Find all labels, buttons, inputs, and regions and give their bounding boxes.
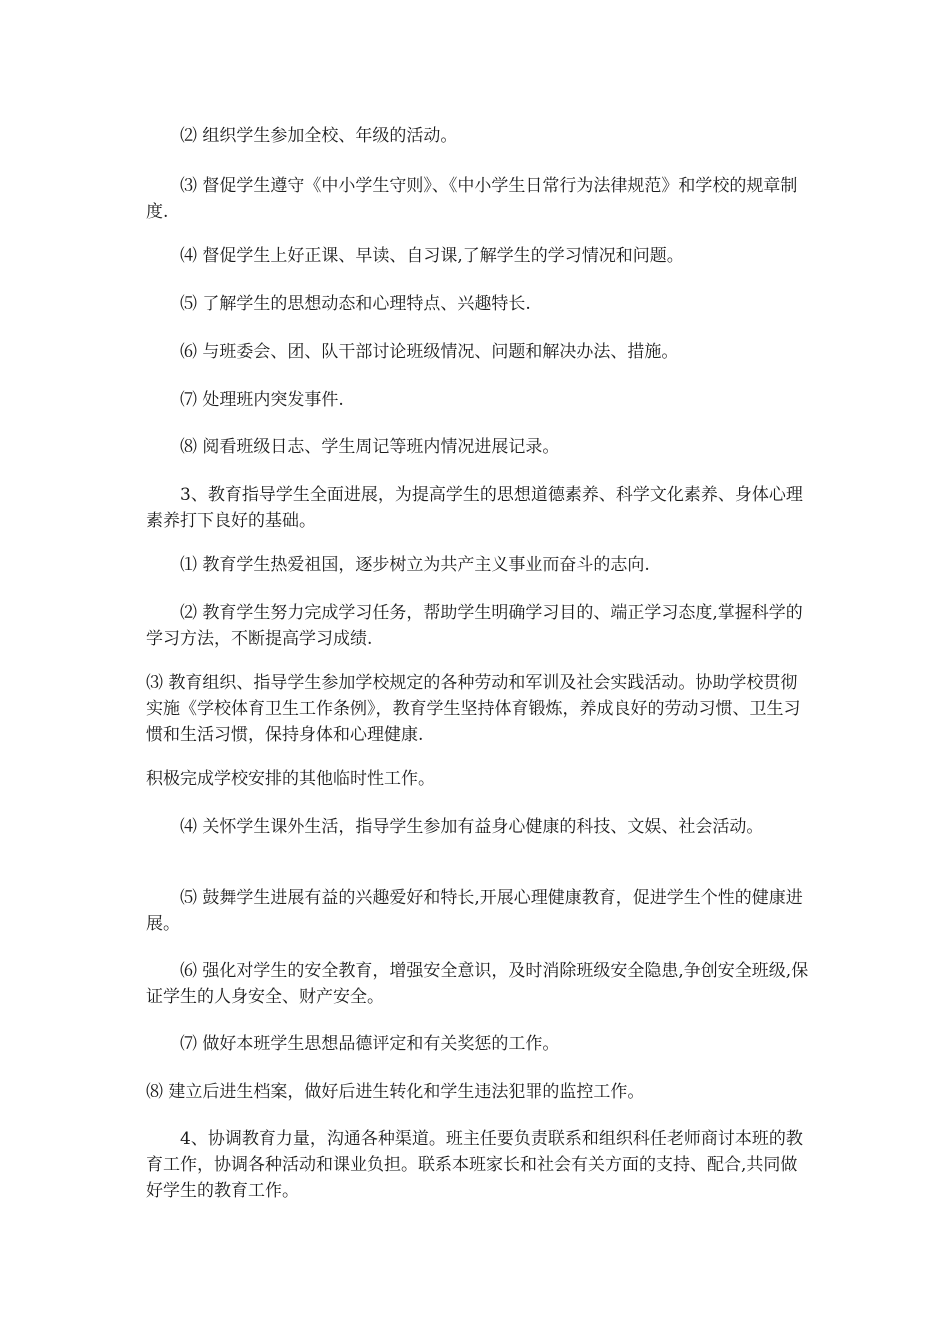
paragraph-item-1-patriotism: ⑴ 教育学生热爱祖国，逐步树立为共产主义事业而奋斗的志向. — [180, 555, 650, 575]
paragraph-item-2-study-tasks: ⑵ 教育学生努力完成学习任务，帮助学生明确学习目的、端正学习态度,掌握科学的学习方法，不断提高学习成绩. — [146, 603, 803, 649]
paragraph-other-tasks: 积极完成学校安排的其他临时性工作。 — [146, 769, 435, 789]
paragraph-item-7-handle-incidents: ⑺ 处理班内突发事件. — [180, 390, 344, 410]
paragraph-item-8-underachiever-files: ⑻ 建立后进生档案，做好后进生转化和学生违法犯罪的监控工作。 — [146, 1082, 645, 1102]
paragraph-item-7-moral-evaluation: ⑺ 做好本班学生思想品德评定和有关奖惩的工作。 — [180, 1034, 560, 1054]
paragraph-item-2-organize-activities: ⑵ 组织学生参加全校、年级的活动。 — [180, 126, 458, 146]
paragraph-item-8-read-logs: ⑻ 阅看班级日志、学生周记等班内情况进展记录。 — [180, 437, 560, 457]
paragraph-item-6-discuss-class: ⑹ 与班委会、团、队干部讨论班级情况、问题和解决办法、措施。 — [180, 342, 679, 362]
paragraph-item-6-safety: ⑹ 强化对学生的安全教育，增强安全意识，及时消除班级安全隐患,争创安全班级,保证学生的人身安全、财产安全。 — [146, 961, 809, 1007]
paragraph-item-5-interests: ⑸ 鼓舞学生进展有益的兴趣爱好和特长,开展心理健康教育，促进学生个性的健康进展。 — [146, 888, 803, 934]
paragraph-item-3-labor-practice: ⑶ 教育组织、指导学生参加学校规定的各种劳动和军训及社会实践活动。协助学校贯彻实施《学校体育卫生工作条例》，教育学生坚持体育锻炼，养成良好的劳动习惯、卫生习惯和生活习惯，保持身体和心理健康. — [146, 673, 801, 745]
paragraph-item-4-supervise-classes: ⑷ 督促学生上好正课、早读、自习课,了解学生的学习情况和问题。 — [180, 246, 684, 266]
paragraph-section-3-heading: 3、教育指导学生全面进展，为提高学生的思想道德素养、科学文化素养、身体心理素养打下良好的基础。 — [146, 485, 803, 531]
paragraph-item-4-extracurricular: ⑷ 关怀学生课外生活，指导学生参加有益身心健康的科技、文娱、社会活动。 — [180, 817, 764, 837]
paragraph-item-3-supervise-rules: ⑶ 督促学生遵守《中小学生守则》、《中小学生日常行为法律规范》和学校的规章制度. — [146, 176, 798, 222]
paragraph-item-5-understand-students: ⑸ 了解学生的思想动态和心理特点、兴趣特长. — [180, 294, 531, 314]
paragraph-section-4-coordinate: 4、协调教育力量，沟通各种渠道。班主任要负责联系和组织科任老师商讨本班的教育工作，协调各种活动和课业负担。联系本班家长和社会有关方面的支持、配合,共同做好学生的教育工作。 — [146, 1129, 803, 1201]
